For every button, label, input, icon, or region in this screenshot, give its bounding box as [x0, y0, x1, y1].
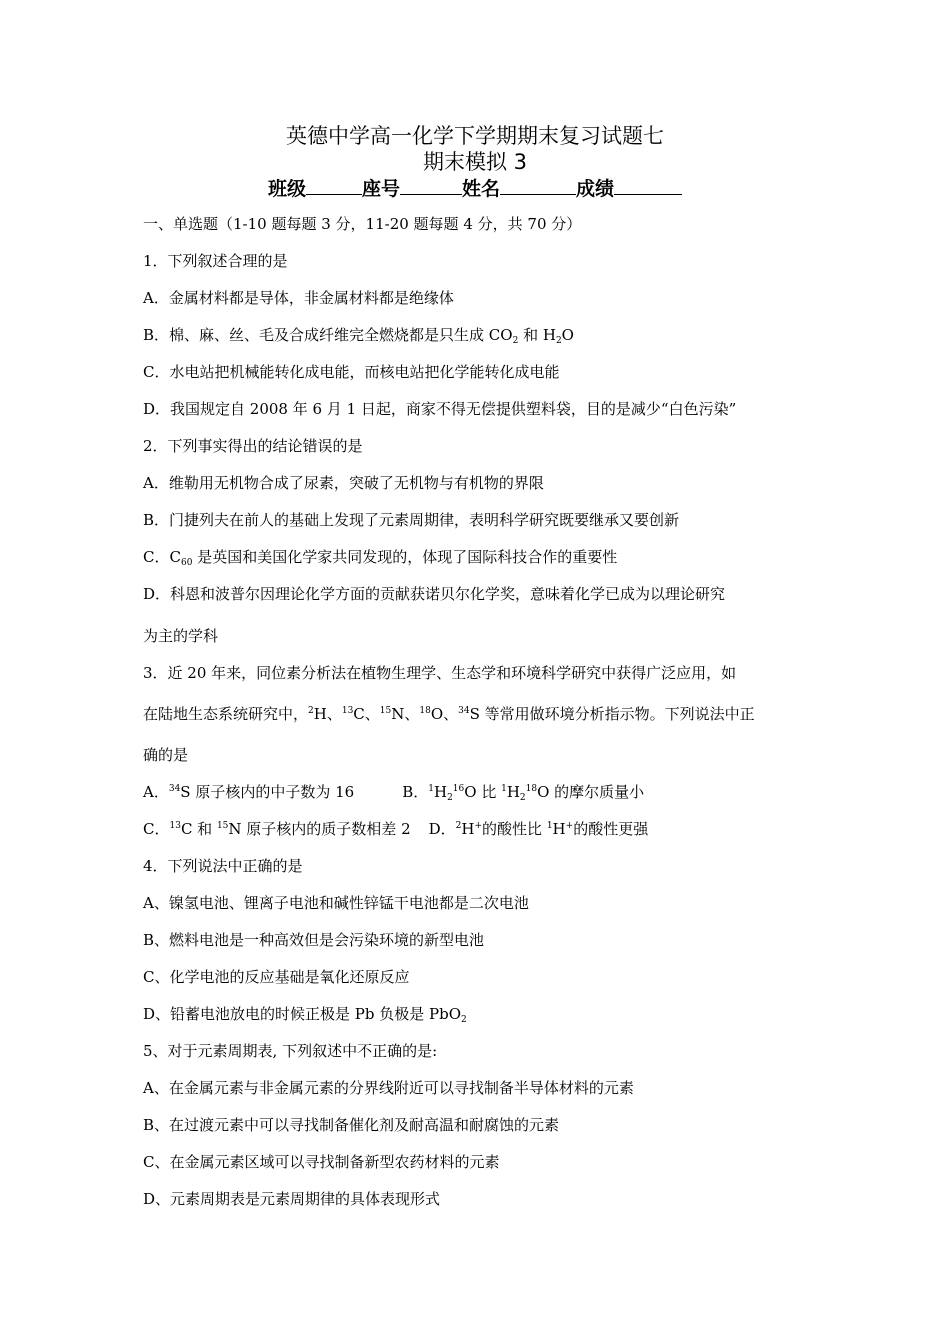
q4-stem: 4．下列说法中正确的是 [143, 857, 303, 875]
q4-option-c: C、化学电池的反应基础是氧化还原反应 [143, 968, 410, 986]
page-title: 英德中学高一化学下学期期末复习试题七 [286, 124, 664, 148]
q5-stem: 5、对于元素周期表, 下列叙述中不正确的是: [143, 1042, 438, 1060]
q2-option-d-line1: D．科恩和波普尔因理论化学方面的贡献获诺贝尔化学奖，意味着化学已成为以理论研究 [143, 585, 726, 603]
seat-blank[interactable] [400, 176, 462, 195]
student-info-line [0, 176, 950, 201]
q5-option-b: B、在过渡元素中可以寻找制备催化剂及耐高温和耐腐蚀的元素 [143, 1116, 560, 1134]
q3-stem-line3: 确的是 [143, 746, 189, 764]
q1-option-c: C．水电站把机械能转化成电能，而核电站把化学能转化成电能 [143, 363, 560, 381]
section-heading: 一、单选题（1-10 题每题 3 分，11-20 题每题 4 分，共 70 分） [143, 215, 582, 233]
q3-options-cd [143, 819, 648, 839]
q3-option-c: C．$^{13}$C 和 $^{15}$N 原子核内的质子数相差 2 [143, 820, 411, 838]
q2-stem: 2．下列事实得出的结论错误的是 [143, 437, 363, 455]
q1-stem: 1．下列叙述合理的是 [143, 252, 288, 270]
q1-option-a: A．金属材料都是导体，非金属材料都是绝缘体 [143, 289, 454, 307]
q2-option-c: C．$C_{60}$ 是英国和美国化学家共同发现的，体现了国际科技合作的重要性 [143, 548, 618, 568]
class-label: 班级 [267, 178, 306, 200]
seat-label: 座号 [361, 178, 400, 200]
q4-option-a: A、镍氢电池、锂离子电池和碱性锌锰干电池都是二次电池 [143, 894, 529, 912]
score-blank[interactable] [614, 176, 682, 195]
q4-option-b: B、燃料电池是一种高效但是会污染环境的新型电池 [143, 931, 485, 949]
q3-stem-line1: 3．近 20 年来，同位素分析法在植物生理学、生态学和环境科学研究中获得广泛应用，如 [143, 664, 737, 682]
q5-option-c: C、在金属元素区域可以寻找制备新型农药材料的元素 [143, 1153, 500, 1171]
q4-option-d: D、铅蓄电池放电的时候正极是 Pb 负极是 PbO$_2$ [143, 1005, 467, 1025]
q2-option-a: A．维勒用无机物合成了尿素，突破了无机物与有机物的界限 [143, 474, 544, 492]
score-label: 成绩 [576, 178, 615, 200]
q2-option-b: B．门捷列夫在前人的基础上发现了元素周期律，表明科学研究既要继承又要创新 [143, 511, 680, 529]
q2-option-d-line2: 为主的学科 [143, 627, 219, 645]
q1-option-b: B．棉、麻、丝、毛及合成纤维完全燃烧都是只生成 $CO_2$ 和 $H_2O$ [143, 326, 574, 346]
q3-option-d: D．$^2$H+的酸性比 $^1$H+的酸性更强 [428, 820, 649, 838]
class-blank[interactable] [306, 176, 362, 195]
name-label: 姓名 [462, 178, 501, 200]
q5-option-a: A、在金属元素与非金属元素的分界线附近可以寻找制备半导体材料的元素 [143, 1079, 634, 1097]
q5-option-d: D、元素周期表是元素周期律的具体表现形式 [143, 1190, 441, 1208]
q3-option-b: B．$^1H_2^{16}O$ 比 $^1H_2^{18}O$ 的摩尔质量小 [402, 783, 645, 803]
q1-option-d: D．我国规定自 2008 年 6 月 1 日起，商家不得无偿提供塑料袋，目的是减少“白色污染” [143, 400, 737, 418]
q3-stem-line2: 在陆地生态系统研究中，$^2$H、$^{13}$C、$^{15}$N、$^{18}$O、$^{34}$S 等常用做环境分析指示物。下列说法中正 [143, 705, 755, 723]
q3-options-ab [143, 782, 644, 802]
page-subtitle: 期末模拟 3 [422, 150, 528, 174]
name-blank[interactable] [500, 176, 576, 195]
q3-option-a: A．$^{34}$S 原子核内的中子数为 16 [143, 783, 355, 801]
